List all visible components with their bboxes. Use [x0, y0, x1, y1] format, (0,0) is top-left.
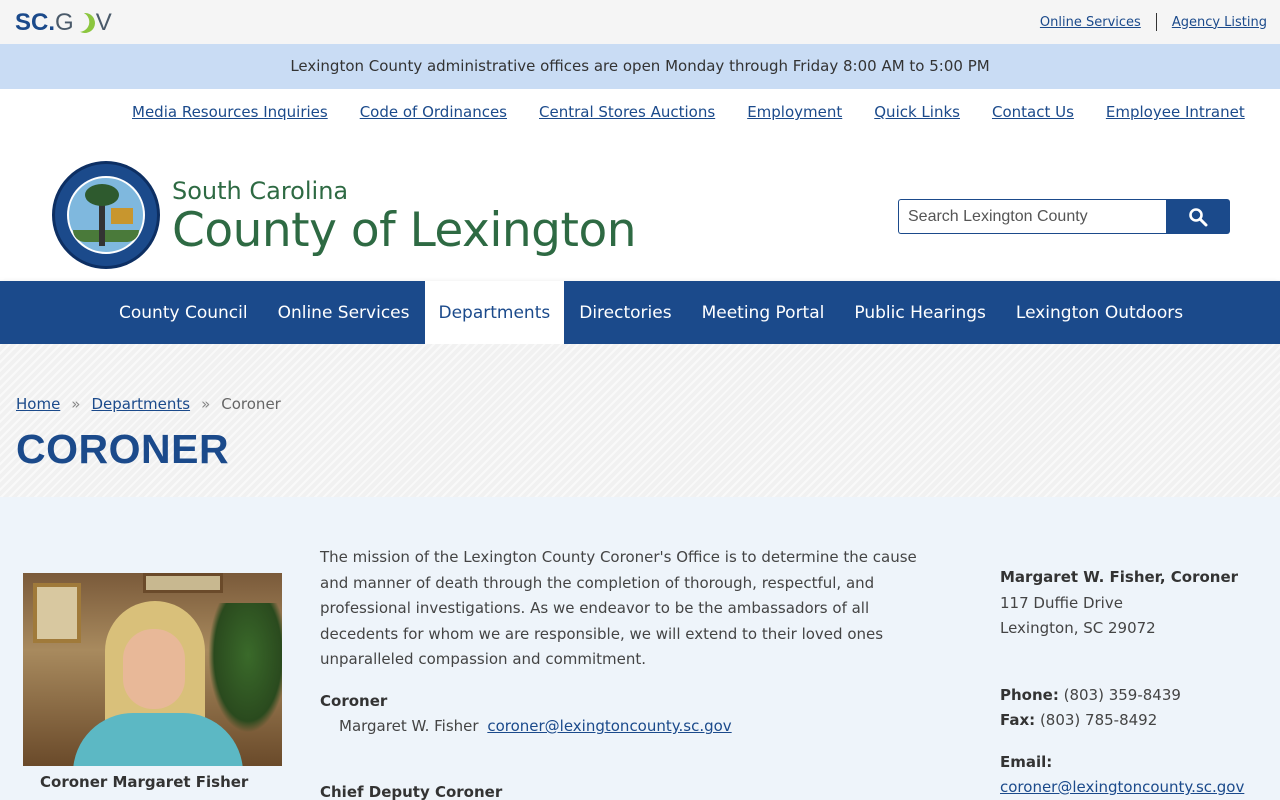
county-seal-logo[interactable] — [52, 161, 160, 269]
page-header-band — [0, 344, 1280, 497]
seal-house — [111, 208, 133, 224]
scgov-logo-v: V — [95, 9, 112, 36]
email-label: Email: — [1000, 752, 1053, 771]
util-link-contact[interactable]: Contact Us — [991, 103, 1074, 121]
site-subtitle[interactable]: South Carolina — [172, 177, 349, 205]
office-hours-notice: Lexington County administrative offices are open Monday through Friday 8:00 AM to 5:00 PM — [0, 44, 1280, 89]
seal-canopy — [85, 184, 119, 206]
nav-directories[interactable]: Directories — [579, 302, 672, 323]
utility-nav — [132, 103, 1277, 121]
scgov-agency-listing-link[interactable]: Agency Listing — [1171, 14, 1267, 30]
search-button[interactable] — [1166, 199, 1230, 234]
coroner-heading: Coroner — [320, 691, 388, 710]
breadcrumb — [16, 395, 281, 413]
nav-meeting-portal[interactable]: Meeting Portal — [701, 302, 825, 323]
breadcrumb-separator: » — [71, 395, 81, 413]
fax-label: Fax: — [1000, 711, 1036, 729]
contact-email-link[interactable]: coroner@lexingtoncounty.sc.gov — [1000, 778, 1245, 796]
search-input[interactable] — [898, 199, 1166, 234]
scgov-logo-g: G — [55, 9, 74, 36]
nav-county-council[interactable]: County Council — [119, 302, 248, 323]
phone-number: (803) 359-8439 — [1063, 685, 1181, 704]
scgov-online-services-link[interactable]: Online Services — [1039, 14, 1141, 30]
util-link-auctions[interactable]: Central Stores Auctions — [539, 103, 716, 121]
main-nav — [0, 281, 1280, 344]
site-title[interactable]: County of Lexington — [172, 203, 636, 258]
search-icon — [1188, 207, 1208, 227]
breadcrumb-separator: » — [201, 395, 211, 413]
util-link-employment[interactable]: Employment — [747, 103, 843, 121]
contact-column — [1000, 565, 1270, 800]
main-content — [0, 497, 1280, 800]
photo-face — [123, 629, 185, 709]
chief-deputy-heading: Chief Deputy Coroner — [320, 782, 503, 800]
photo-wall-frame — [143, 573, 223, 593]
coroner-photo — [23, 573, 282, 766]
util-link-intranet[interactable]: Employee Intranet — [1105, 103, 1245, 121]
breadcrumb-departments[interactable]: Departments — [91, 395, 191, 413]
phone-label: Phone: — [1000, 685, 1059, 704]
mission-column — [320, 545, 940, 800]
photo-caption: Coroner Margaret Fisher — [40, 773, 249, 791]
scgov-logo-dot: . — [48, 9, 56, 36]
coroner-name: Margaret W. Fisher — [339, 717, 479, 735]
page-title: CORONER — [16, 426, 230, 472]
search-form — [898, 199, 1230, 234]
scgov-logo-sc: SC — [15, 9, 49, 36]
contact-address-line1: 117 Duffie Drive — [1000, 593, 1123, 612]
scgov-logo[interactable] — [15, 9, 112, 37]
scgov-links — [1040, 13, 1267, 31]
contact-address-line2: Lexington, SC 29072 — [1000, 619, 1156, 637]
util-link-ordinances[interactable]: Code of Ordinances — [359, 103, 507, 121]
contact-phone — [1000, 683, 1270, 709]
nav-public-hearings[interactable]: Public Hearings — [854, 302, 986, 323]
coroner-email-link[interactable]: coroner@lexingtoncounty.sc.gov — [487, 717, 732, 735]
crescent-moon-icon — [72, 10, 98, 36]
util-link-quick-links[interactable]: Quick Links — [874, 103, 960, 121]
seal-ground — [73, 230, 139, 242]
main-nav-list — [104, 281, 1198, 344]
divider — [1156, 13, 1157, 31]
photo-wall-frame — [33, 583, 81, 643]
nav-lexington-outdoors[interactable]: Lexington Outdoors — [1015, 302, 1184, 323]
nav-departments[interactable]: Departments — [425, 281, 565, 344]
contact-name: Margaret W. Fisher, Coroner — [1000, 568, 1239, 586]
mission-statement: The mission of the Lexington County Coroner's Office is to determine the cause and manner of death through the completion of thorough, respectful, and professional investigations. As we endeavor to be the ambassadors of all decedents for whom we are responsible, we will extend to their loved ones unparalleled compassion and commitment. — [320, 548, 917, 668]
scgov-bar — [0, 0, 1280, 44]
util-link-media[interactable]: Media Resources Inquiries — [132, 103, 328, 121]
coroner-entry — [320, 714, 940, 740]
contact-fax — [1000, 708, 1270, 734]
breadcrumb-current: Coroner — [221, 395, 281, 413]
seal-inner — [67, 176, 145, 254]
fax-number: (803) 785-8492 — [1039, 711, 1158, 729]
photo-plant — [208, 603, 282, 733]
nav-online-services[interactable]: Online Services — [277, 302, 410, 323]
breadcrumb-home[interactable]: Home — [16, 395, 61, 413]
